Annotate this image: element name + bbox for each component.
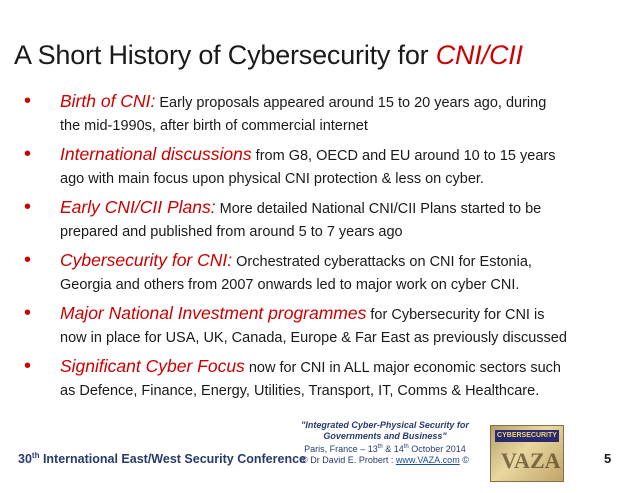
conference-theme-line2: Governments and Business" xyxy=(323,431,447,441)
bullet-text: More detailed National CNI/CII Plans started to be xyxy=(215,201,542,217)
bullet-line1 xyxy=(60,355,624,380)
date-suffix: th xyxy=(403,444,409,450)
title-prefix: A Short History of Cybersecurity for xyxy=(14,40,436,70)
bullet-item xyxy=(24,90,624,137)
bullet-dot-icon: • xyxy=(24,196,32,218)
bullet-line1 xyxy=(60,249,624,274)
bullet-heading: Birth of CNI: xyxy=(60,91,156,111)
bullet-item xyxy=(24,302,624,349)
bullet-line1 xyxy=(60,196,624,221)
conference-title: International East/West Security Conference xyxy=(39,452,306,467)
logo-banner: CYBERSECURITY xyxy=(495,430,559,442)
conference-details xyxy=(300,420,470,466)
bullet-text: for Cybersecurity for CNI is xyxy=(366,307,545,323)
copyright-line xyxy=(300,455,470,466)
bullet-text: from G8, OECD and EU around 10 to 15 years xyxy=(251,148,556,164)
bullet-item xyxy=(24,143,624,190)
bullet-line1 xyxy=(60,143,624,168)
bullet-line2: ago with main focus upon physical CNI protection & less on cyber. xyxy=(60,171,484,187)
title-highlight: CNI/CII xyxy=(435,40,523,70)
bullet-list xyxy=(24,90,624,408)
bullet-line2: prepared and published from around 5 to 7 years ago xyxy=(60,224,403,240)
copyright-symbol: © xyxy=(459,455,469,465)
bullet-text: Orchestrated cyberattacks on CNI for Estonia, xyxy=(232,254,532,270)
conference-number-suffix: th xyxy=(31,451,40,460)
conference-name xyxy=(18,451,306,466)
bullet-line2: as Defence, Finance, Energy, Utilities, Transport, IT, Comms & Healthcare. xyxy=(60,383,540,399)
bullet-heading: Major National Investment programmes xyxy=(60,303,367,323)
date-part: Paris, France – 13 xyxy=(304,444,378,454)
bullet-line2: now in place for USA, UK, Canada, Europe & Far East as previously discussed xyxy=(60,330,567,346)
bullet-line2: Georgia and others from 2007 onwards led to major work on cyber CNI. xyxy=(60,277,520,293)
vaza-link[interactable]: www.VAZA.com xyxy=(395,455,460,465)
slide-title xyxy=(14,40,523,71)
bullet-heading: Significant Cyber Focus xyxy=(60,356,245,376)
bullet-line2: the mid-1990s, after birth of commercial internet xyxy=(60,118,368,134)
date-part: & 14 xyxy=(382,444,404,454)
bullet-dot-icon: • xyxy=(24,249,32,271)
bullet-line1 xyxy=(60,302,624,327)
bullet-heading: International discussions xyxy=(60,144,252,164)
bullet-item xyxy=(24,249,624,296)
copyright-author: © Dr David E. Probert : xyxy=(301,455,396,465)
bullet-dot-icon: • xyxy=(24,302,32,324)
date-part: October 2014 xyxy=(408,444,466,454)
bullet-line1 xyxy=(60,90,624,115)
bullet-heading: Cybersecurity for CNI: xyxy=(60,250,233,270)
bullet-dot-icon: • xyxy=(24,143,32,165)
bullet-text: now for CNI in ALL major economic sectors such xyxy=(244,360,561,376)
page-number: 5 xyxy=(604,451,612,466)
vaza-logo xyxy=(490,425,564,482)
bullet-item xyxy=(24,355,624,402)
date-suffix: th xyxy=(377,444,383,450)
bullet-text: Early proposals appeared around 15 to 20 years ago, during xyxy=(155,95,547,111)
conference-number: 30 xyxy=(18,452,32,467)
logo-mark: VAZA xyxy=(501,448,561,473)
bullet-item xyxy=(24,196,624,243)
bullet-heading: Early CNI/CII Plans: xyxy=(60,197,216,217)
conference-theme-line1: "Integrated Cyber-Physical Security for xyxy=(301,420,469,430)
conference-date xyxy=(300,442,470,455)
bullet-dot-icon: • xyxy=(24,355,32,377)
bullet-dot-icon: • xyxy=(24,90,32,112)
